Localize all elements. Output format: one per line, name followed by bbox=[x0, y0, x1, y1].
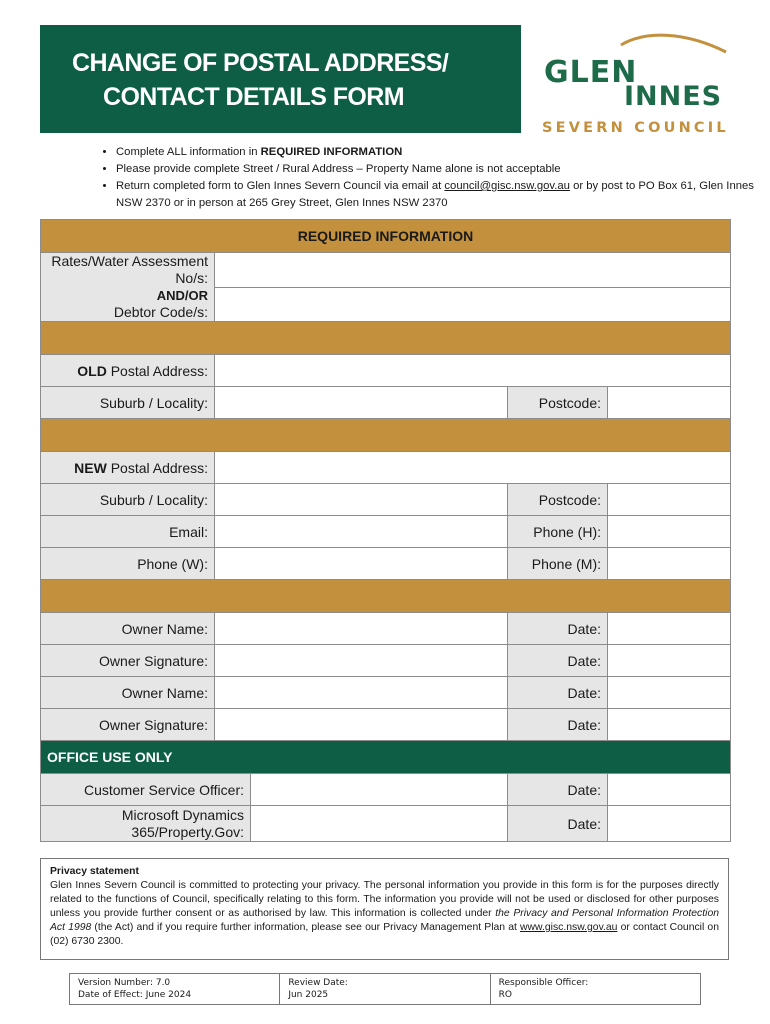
debtor-label: Debtor Code/s: bbox=[113, 304, 208, 320]
new-address-field[interactable] bbox=[215, 452, 731, 484]
logo-line-1: GLEN bbox=[544, 55, 638, 90]
new-postcode-field[interactable] bbox=[608, 484, 731, 516]
old-postcode-label: Postcode: bbox=[508, 387, 608, 419]
review-cell bbox=[280, 974, 490, 1005]
debtor-code-field[interactable] bbox=[215, 288, 730, 321]
review-date-label: Review Date: bbox=[288, 978, 348, 988]
council-email-link[interactable]: council@gisc.nsw.gov.au bbox=[444, 180, 570, 192]
privacy-title: Privacy statement bbox=[50, 866, 139, 877]
phone-m-label: Phone (M): bbox=[508, 548, 608, 580]
date-label: Date: bbox=[508, 613, 608, 645]
privacy-text: Glen Innes Severn Council is committed to protecting your privacy. The personal information you provide in this form is for the purposes directly related to the functions of Council, specifically relating to this form. The information you provide will not be used or disclosed for other purposes unless you provide further consent or as authorised by law. This information is collected under the Privacy and Personal Information Protection Act 1998 (the Act) and if you require further information, please see our Privacy Management Plan at www.gisc.nsw.gov.au or contact Council on (02) 6730 2300. bbox=[50, 880, 719, 947]
date-of-effect: Date of Effect: June 2024 bbox=[78, 990, 192, 1000]
section-divider bbox=[41, 580, 731, 613]
assessment-input-cell bbox=[215, 253, 731, 322]
date-field[interactable] bbox=[608, 645, 731, 677]
rates-label: Rates/Water Assessment No/s: bbox=[51, 253, 208, 286]
new-suburb-label: Suburb / Locality: bbox=[41, 484, 215, 516]
cso-label: Customer Service Officer: bbox=[41, 774, 251, 806]
date-label: Date: bbox=[508, 806, 608, 842]
officer-cell bbox=[490, 974, 700, 1005]
privacy-act-name: the Privacy and Personal Information Protection Act 1998 bbox=[50, 908, 719, 933]
dynamics-field[interactable] bbox=[251, 806, 508, 842]
document-control-table bbox=[69, 973, 701, 1005]
phone-w-label: Phone (W): bbox=[41, 548, 215, 580]
assessment-label-cell bbox=[41, 253, 215, 322]
date-field[interactable] bbox=[608, 613, 731, 645]
section-divider bbox=[41, 322, 731, 355]
section-divider bbox=[41, 419, 731, 452]
required-information-title: REQUIRED INFORMATION bbox=[41, 220, 731, 253]
logo-line-3: SEVERN COUNCIL bbox=[542, 120, 729, 136]
owner-name-field[interactable] bbox=[215, 677, 508, 709]
phone-h-label: Phone (H): bbox=[508, 516, 608, 548]
email-field[interactable] bbox=[215, 516, 508, 548]
form-title-line-2: CONTACT DETAILS FORM bbox=[103, 83, 404, 111]
form-title-banner bbox=[40, 25, 521, 133]
date-label: Date: bbox=[508, 774, 608, 806]
new-address-label: NEW Postal Address: bbox=[41, 452, 215, 484]
date-field[interactable] bbox=[608, 677, 731, 709]
instruction-item: • Please provide complete Street / Rural Address – Property Name alone is not acceptable bbox=[116, 161, 756, 178]
version-number: Version Number: 7.0 bbox=[78, 978, 171, 988]
owner-name-field[interactable] bbox=[215, 613, 508, 645]
required-information-header bbox=[41, 220, 731, 253]
form-title bbox=[72, 46, 448, 114]
office-use-header: OFFICE USE ONLY bbox=[41, 741, 731, 774]
version-cell bbox=[70, 974, 280, 1005]
date-label: Date: bbox=[508, 645, 608, 677]
phone-h-field[interactable] bbox=[608, 516, 731, 548]
new-suburb-field[interactable] bbox=[215, 484, 508, 516]
instruction-item: • Return completed form to Glen Innes Severn Council via email at council@gisc.nsw.gov.au or by post to PO Box 61, Glen Innes NSW 2370 or in person at 265 Grey Street, Glen Innes NSW 2370 bbox=[116, 178, 756, 212]
email-label: Email: bbox=[41, 516, 215, 548]
council-logo bbox=[536, 28, 736, 138]
owner-name-label: Owner Name: bbox=[41, 677, 215, 709]
date-label: Date: bbox=[508, 709, 608, 741]
and-or-label: AND/OR bbox=[156, 288, 208, 303]
cso-field[interactable] bbox=[251, 774, 508, 806]
date-field[interactable] bbox=[608, 774, 731, 806]
phone-w-field[interactable] bbox=[215, 548, 508, 580]
old-postcode-field[interactable] bbox=[608, 387, 731, 419]
responsible-officer-value: RO bbox=[498, 990, 512, 1000]
council-website-link[interactable]: www.gisc.nsw.gov.au bbox=[520, 922, 618, 933]
logo-arc bbox=[621, 35, 726, 52]
responsible-officer-label: Responsible Officer: bbox=[498, 978, 589, 988]
owner-signature-label: Owner Signature: bbox=[41, 709, 215, 741]
old-address-label: OLD Postal Address: bbox=[41, 355, 215, 387]
date-field[interactable] bbox=[608, 709, 731, 741]
old-address-field[interactable] bbox=[215, 355, 731, 387]
date-field[interactable] bbox=[608, 806, 731, 842]
new-postcode-label: Postcode: bbox=[508, 484, 608, 516]
old-suburb-field[interactable] bbox=[215, 387, 508, 419]
form-title-line-1: CHANGE OF POSTAL ADDRESS/ bbox=[72, 49, 449, 77]
instruction-item: • Complete ALL information in REQUIRED INFORMATION bbox=[116, 144, 756, 161]
owner-signature-field[interactable] bbox=[215, 645, 508, 677]
instructions-list bbox=[78, 144, 756, 212]
dynamics-label: Microsoft Dynamics 365/Property.Gov: bbox=[41, 806, 251, 842]
privacy-statement bbox=[40, 858, 729, 960]
review-date-value: Jun 2025 bbox=[288, 990, 329, 1000]
old-suburb-label: Suburb / Locality: bbox=[41, 387, 215, 419]
rates-field[interactable] bbox=[215, 253, 730, 288]
date-label: Date: bbox=[508, 677, 608, 709]
phone-m-field[interactable] bbox=[608, 548, 731, 580]
contact-form-table bbox=[40, 219, 731, 842]
logo-line-2: INNES bbox=[624, 81, 723, 112]
owner-signature-label: Owner Signature: bbox=[41, 645, 215, 677]
owner-signature-field[interactable] bbox=[215, 709, 508, 741]
owner-name-label: Owner Name: bbox=[41, 613, 215, 645]
